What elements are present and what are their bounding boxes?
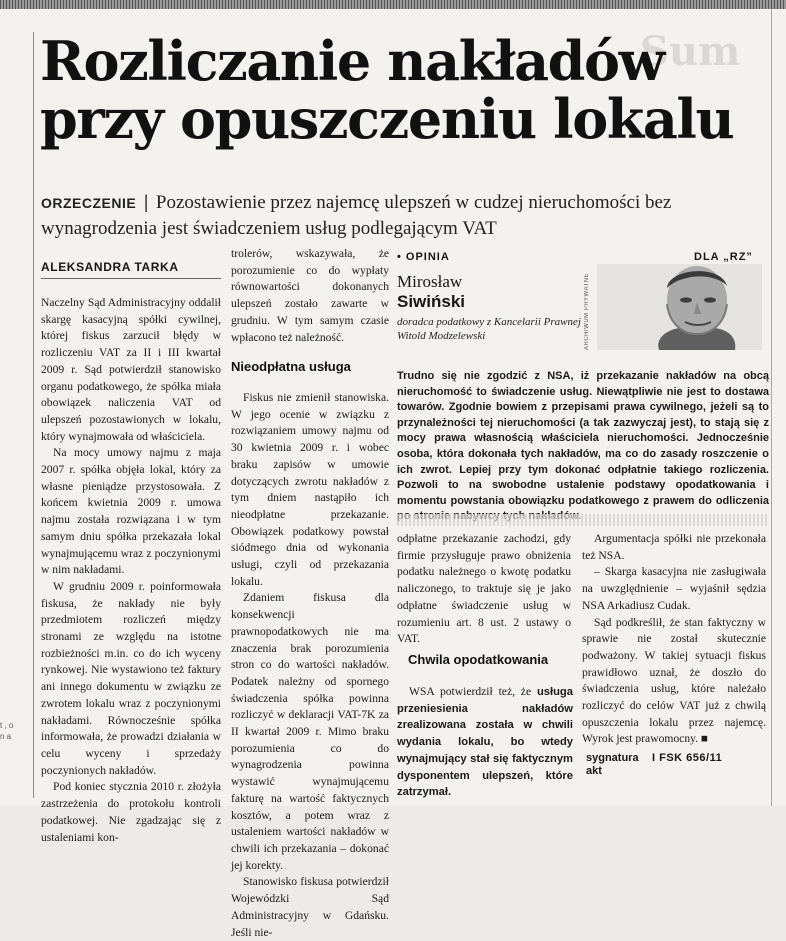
- opinion-badge: DLA „RZ”: [694, 251, 753, 263]
- signature-label: sygnatura akt: [586, 752, 639, 777]
- opinion-text: Trudno się nie zgodzić z NSA, iż przekazanie nakładów na obcą nieruchomość to świadczenie usług. Niewątpliwie nie jest to dostawa towarów. Zgodnie bowiem z przepisami prawa cywilnego, jeżeli są to przynależności tej nieruchomości (a tak zazwyczaj jest), to stają się z mocy prawa własnością właściciela nieruchomości. Jednocześnie osoba, która dokonała tych nakładów, ma co do zasady roszczenie o ich zwrot. Lepiej przy tym dokonać odpłatnie takiego rozliczenia. Pozwoli to na swobodne ustalenie podstawy opodatkowania i momentu powstania obowiązku podatkowego z prawem do odliczenia: [397, 370, 769, 507]
- bleed-through-stripe: [397, 514, 769, 526]
- lead-separator: |: [143, 192, 149, 213]
- headline-line-2: przy opuszczeniu lokalu: [40, 87, 734, 151]
- paragraph: Sąd podkreślił, że stan faktyczny w sprawie nie został skutecznie podważony. W takiej sytuacji fiskus prawidłowo uznał, że doszło do świadczenia usług, które należało rozliczyć do celów VAT już z chwilą opuszczenia lokalu przez najemcę. Wyrok jest prawomocny. ■: [582, 615, 766, 746]
- paragraph-bold: usługa przeniesienia nakładów zrealizowana została w chwili wydania lokalu, bo wtedy wynajmujący stał się faktycznym dysponentem ulepszeń, które zatrzymał.: [397, 686, 573, 799]
- author-byline: ALEKSANDRA TARKA: [41, 260, 221, 279]
- article-column-2-top: [231, 246, 389, 346]
- portrait-illustration: [597, 264, 762, 350]
- paragraph: odpłatne przekazanie zachodzi, gdy firmie przysługuje prawo obniżenia podatku należnego o kwotę podatku naliczonego, to traktuje się je jako odpłatne świadczenie usług w rozumieniu art. 8 ust. 2 ustawy o VAT.: [397, 532, 571, 646]
- paragraph: Argumentacja spółki nie przekonała też NSA.: [582, 532, 766, 562]
- author-portrait: [597, 264, 762, 350]
- author-first-name: Mirosław: [397, 272, 463, 291]
- subheading-chwila-opodatkowania: Chwila opodatkowania: [408, 652, 549, 667]
- top-edge-band: [0, 0, 786, 9]
- article-column-1: [41, 295, 221, 846]
- headline-line-1: Rozliczanie nakładów: [40, 29, 664, 93]
- paragraph: Zdaniem fiskusa dla konsekwencji prawnopodatkowych nie ma znaczenia brak porozumienia stron co do wartości nakładów. Podatek należny od spornego świadczenia spółka powinna rozliczyć w deklaracji VAT-7K za II kwartał 2009 r. Mimo braku porozumienia co do wynagrodzenia powinna wystawić wynajmującemu fakturę na wartość faktycznych kosztów, a potem wraz z ustaleniem wartości nakładów w chwili ich przekazania – dokonać jej korekty.: [231, 591, 389, 872]
- paragraph: Naczelny Sąd Administracyjny oddalił skargę kasacyjną spółki cywilnej, której fiskus zarzucił błędy w rozliczeniu VAT za II i III kwartał 2009 r. Sąd potwierdził stanowisko organu podatkowego, że spółka miała obowiązek naliczenia VAT od ulepszeń pozostawionych w lokalu, który wynajmowała od właściciela.: [41, 296, 221, 443]
- lead-tag: ORZECZENIE: [41, 195, 137, 211]
- author-role: doradca podatkowy z Kancelarii Prawnej Witold Modzelewski: [397, 316, 581, 342]
- subheading-nieodplatna-usluga: Nieodpłatna usługa: [231, 359, 351, 374]
- paragraph: [397, 684, 573, 801]
- bleed-through-heading: Sum: [640, 28, 741, 75]
- opinion-author: [397, 272, 582, 343]
- paragraph-intro: WSA potwierdził też, że: [409, 685, 537, 698]
- paragraph: Pod koniec stycznia 2010 r. złożyła zastrzeżenia do protokołu kontroli podatkowej. Nie zgadzając się z ustaleniami kon-: [41, 780, 221, 844]
- article-lead: [41, 190, 761, 242]
- paragraph: – Skarga kasacyjna nie zasługiwała na uwzględnienie – wyjaśnił sędzia NSA Arkadiusz Cudak.: [582, 565, 766, 612]
- lead-text: Pozostawienie przez najemcę ulepszeń w cudzej nieruchomości bez wynagrodzenia jest świadczeniem usług podlegającym VAT: [41, 192, 672, 239]
- article-column-3-top: [397, 531, 571, 648]
- paragraph: Na mocy umowy najmu z maja 2007 r. spółka objęła lokal, który za własne pieniądze przystosowała. Z końcem kwietnia 2009 r. umowa najmu została rozwiązana i w tym samym dniu spółka przekazała lokal wynajmującemu wraz z poczynionymi w nim nakładami.: [41, 446, 221, 577]
- opinion-label: • OPINIA: [397, 251, 450, 263]
- left-column-rule: [33, 32, 34, 798]
- margin-fragment: t , o n a: [0, 721, 14, 741]
- signature-value: I FSK 656/11: [652, 752, 723, 764]
- article-column-3: [397, 684, 573, 801]
- photo-credit: ARCHIWUM PRYWATNE: [584, 272, 590, 350]
- article-column-4: [582, 531, 766, 748]
- article-headline: [40, 29, 760, 151]
- paragraph: W grudniu 2009 r. poinformowała fiskusa, że nakłady nie były przedmiotem rozliczeń między stronami ze względu na istotne rozbieżności m.in. co do ich wyceny rynkowej. Nie wystawiono też faktury ani innego dokumentu w związku ze zwrotem lokalu wraz z poczynionymi nakładami. Równocześnie spółka informowała, że prowadzi działania w celu wyceny i sprzedaży poczynionych nakładów.: [41, 579, 221, 777]
- author-last-name: Siwiński: [397, 292, 466, 311]
- right-page-edge: [771, 9, 772, 806]
- paragraph: trolerów, wskazywała, że porozumienie co do wypłaty równowartości dokonanych ulepszeń zostało zawarte w grudniu. W tym samym czasie wpłacono też należność.: [231, 247, 389, 344]
- article-column-2: [231, 390, 389, 941]
- paragraph: Stanowisko fiskusa potwierdził Wojewódzki Sąd Administracyjny w Gdańsku. Jeśli nie-: [231, 875, 389, 939]
- paragraph: Fiskus nie zmienił stanowiska. W jego ocenie w związku z rozwiązaniem umowy najmu od 30 kwietnia 2009 r. i wobec braku zapisów w umowie dotyczących zwrotu nakładów z tym dniem nastąpiło ich nieodpłatne przekazanie. Obowiązek podatkowy powstał siódmego dnia od wykonania usługi, czyli od przekazania lokalu.: [231, 391, 389, 588]
